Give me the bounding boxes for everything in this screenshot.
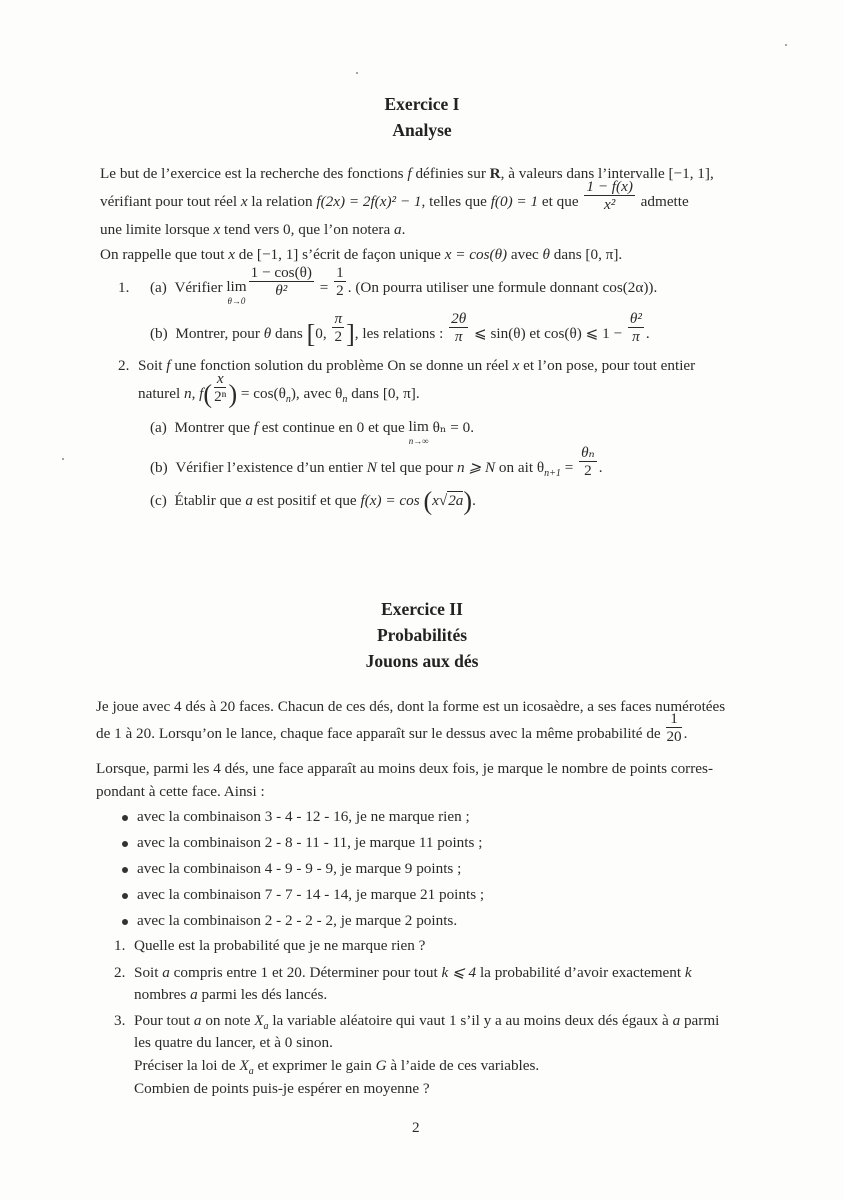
ex1-q2b: (b) Vérifier l’existence d’un entier N tel que pour n ⩾ N on ait $\theta_{n+1}$ = $\frac{\text{θₙ}}{2}$ . [150, 444, 603, 480]
ex1-q2a: (a) Montrer que f est continue en 0 et que lim n→∞ θₙ = 0. [150, 418, 475, 446]
list-item: avec la combinaison 2 - 2 - 2 - 2, je marque 2 points. [137, 912, 458, 929]
ex2-intro-line1: Je joue avec 4 dés à 20 faces. Chacun de ces dés, dont la forme est un icosaèdre, a ses faces numérotées [96, 698, 726, 715]
ex1-q2-line2: naturel n, f( $\frac{x}{\text{2ⁿ}}$ ) = $\cos(\theta_n)$, avec $\theta_n$ dans [0, π]. [138, 370, 420, 409]
bullet-icon [122, 919, 128, 925]
ex1-intro-line4: On rappelle que tout x de [−1, 1] s’écrit de façon unique x = cos(θ) avec θ dans [0, π]. [100, 246, 623, 263]
list-item: avec la combinaison 7 - 7 - 14 - 14, je marque 21 points ; [137, 886, 485, 903]
ex1-q1b: (b) Montrer, pour θ dans [0, $\frac{\pi}{2}$ ], les relations : $\frac{2\theta}{\pi}$ ⩽ sin(θ) et cos(θ) ⩽ 1 − $\frac{\text{θ²}}{\pi}$ . [150, 310, 650, 349]
exercise2-heading: Exercice II [381, 599, 463, 619]
ex1-q1-number: 1. [118, 279, 130, 296]
fraction: $\frac{1 - f(x)}{\text{x²}}$ [586, 178, 633, 214]
ex2-q2-line2: nombres a parmi les dés lancés. [134, 986, 328, 1003]
bullet-icon [122, 867, 128, 873]
ex1-intro-line2: vérifiant pour tout réel x la relation f(2x) = 2f(x)² − 1, telles que f(0) = 1 et que $\frac{1 - f(x)}{\text{x²}}$ admette [100, 178, 689, 214]
ex1-intro-line1: Le but de l’exercice est la recherche des fonctions f définies sur R, à valeurs dans l’intervalle [−1, 1], [100, 165, 714, 182]
list-item: avec la combinaison 4 - 9 - 9 - 9, je marque 9 points ; [137, 860, 462, 877]
ex1-q2-line1: Soit f une fonction solution du problème On se donne un réel x et l’on pose, pour tout entier [138, 357, 696, 374]
bullet-icon [122, 841, 128, 847]
ex1-intro-line3: une limite lorsque x tend vers 0, que l’on notera a. [100, 221, 406, 238]
ex1-q2-number: 2. [118, 357, 130, 374]
exercise2-subtitle: Jouons aux dés [365, 651, 479, 671]
ex2-intro-line4: pondant à cette face. Ainsi : [96, 783, 265, 800]
scan-speck [62, 458, 64, 460]
bullet-icon [122, 815, 128, 821]
scan-speck [356, 72, 358, 74]
ex2-q3-line1: Pour tout a on note $X_a$ la variable aléatoire qui vaut 1 s’il y a au moins deux dés égaux à a parmi [134, 1012, 720, 1033]
ex2-q1-number: 1. [114, 937, 126, 954]
exercise1-heading: Exercice I [384, 94, 460, 114]
scan-speck [785, 44, 787, 46]
ex2-intro-line2: de 1 à 20. Lorsqu’on le lance, chaque face apparaît sur le dessus avec la même probabilité de $\frac{1}{20}$ . [96, 710, 688, 746]
exercise1-subheading: Analyse [392, 120, 452, 140]
ex2-intro-line3: Lorsque, parmi les 4 dés, une face apparaît au moins deux fois, je marque le nombre de points corres- [96, 760, 713, 777]
ex2-q3-line2: les quatre du lancer, et à 0 sinon. [134, 1034, 333, 1051]
ex2-q3-number: 3. [114, 1012, 126, 1029]
list-item: avec la combinaison 2 - 8 - 11 - 11, je marque 11 points ; [137, 834, 483, 851]
ex2-q2-line1: Soit a compris entre 1 et 20. Déterminer pour tout k ⩽ 4 la probabilité d’avoir exactement k [134, 964, 692, 981]
ex2-q2-number: 2. [114, 964, 126, 981]
exercise2-subheading: Probabilités [376, 625, 468, 645]
list-item: avec la combinaison 3 - 4 - 12 - 16, je ne marque rien ; [137, 808, 470, 825]
ex1-q2c: (c) Établir que a est positif et que f(x) = cos (x√2a). [150, 486, 476, 516]
bullet-icon [122, 893, 128, 899]
ex2-q1: Quelle est la probabilité que je ne marque rien ? [134, 937, 426, 954]
page-number: 2 [412, 1119, 420, 1136]
ex2-q3-line3: Préciser la loi de $X_a$ et exprimer le gain G à l’aide de ces variables. [134, 1057, 540, 1078]
ex2-q3-line4: Combien de points puis-je espérer en moyenne ? [134, 1080, 430, 1097]
ex1-q1a: (a) Vérifier lim θ→0 $\frac{1 - \cos(\theta)}{\text{θ²}}$ = $\frac{1}{2}$ . (On pourra utiliser une formule donnant cos(2α)). [150, 264, 658, 306]
